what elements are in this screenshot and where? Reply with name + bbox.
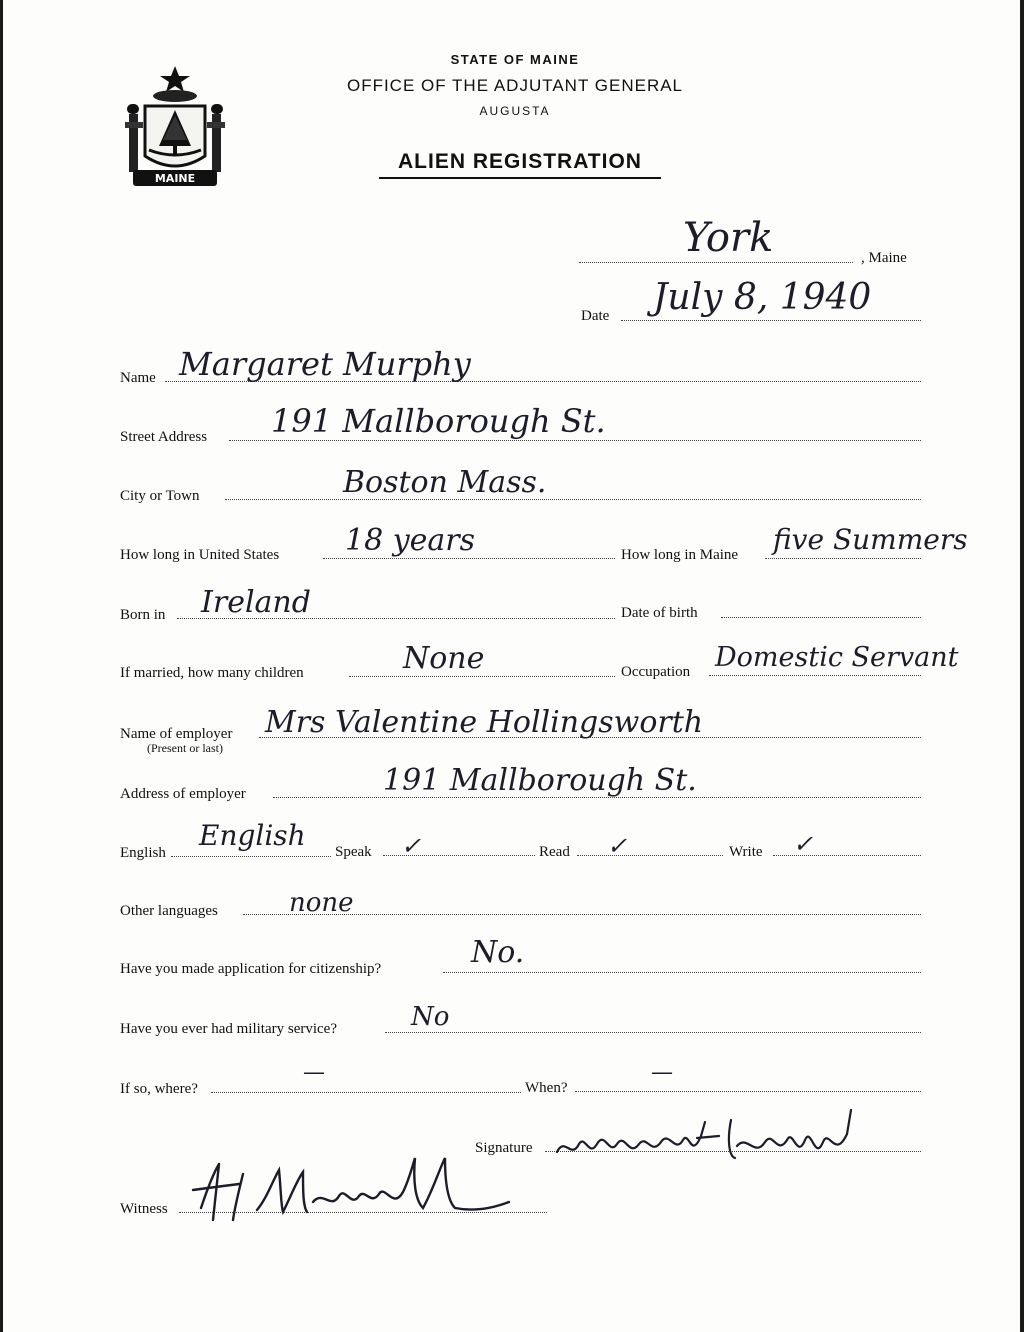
write-label: Write <box>729 844 763 860</box>
office-heading: OFFICE OF THE ADJUTANT GENERAL <box>346 76 684 95</box>
citizenship-field-line <box>443 972 921 973</box>
street-address-value[interactable]: 191 Mallborough St. <box>271 402 606 440</box>
children-field-line <box>349 676 615 677</box>
how-long-us-value[interactable]: 18 years <box>345 523 476 558</box>
other-languages-value[interactable]: none <box>289 888 354 918</box>
where-field-line <box>211 1092 521 1093</box>
when-value[interactable]: — <box>651 1060 673 1085</box>
where-value[interactable]: — <box>303 1060 325 1085</box>
date-field-line <box>621 320 921 321</box>
date-of-birth-field-line <box>721 617 921 618</box>
title-underline <box>379 177 661 179</box>
place-label: , Maine <box>861 250 907 266</box>
city-or-town-label: City or Town <box>120 488 200 504</box>
occupation-field-line <box>709 675 921 676</box>
when-field-line <box>575 1091 921 1092</box>
english-field-line <box>171 856 331 857</box>
witness-label: Witness <box>120 1201 168 1217</box>
date-of-birth-label: Date of birth <box>621 605 698 621</box>
other-languages-label: Other languages <box>120 903 218 919</box>
born-in-label: Born in <box>120 607 166 623</box>
read-label: Read <box>539 844 570 860</box>
place-field-line <box>579 262 853 263</box>
state-heading: STATE OF MAINE <box>450 52 580 67</box>
where-label: If so, where? <box>120 1081 198 1097</box>
occupation-value[interactable]: Domestic Servant <box>715 642 959 673</box>
form-title: ALIEN REGISTRATION <box>398 150 642 173</box>
signature-image <box>551 1100 863 1180</box>
how-long-us-label: How long in United States <box>120 547 280 563</box>
speak-value[interactable]: ✓ <box>401 832 422 860</box>
how-long-us-field-line <box>323 558 615 559</box>
citizenship-label: Have you made application for citizenship? <box>120 961 382 977</box>
date-value[interactable]: July 8, 1940 <box>653 277 872 318</box>
read-value[interactable]: ✓ <box>607 832 628 860</box>
name-value[interactable]: Margaret Murphy <box>179 345 471 383</box>
signature-label: Signature <box>475 1140 533 1156</box>
military-value[interactable]: No <box>411 1002 450 1032</box>
city-or-town-value[interactable]: Boston Mass. <box>343 465 547 500</box>
date-label: Date <box>581 308 610 324</box>
employer-address-label: Address of employer <box>120 786 246 802</box>
when-label: When? <box>525 1080 568 1096</box>
speak-label: Speak <box>335 844 372 860</box>
military-field-line <box>385 1032 921 1033</box>
citizenship-value[interactable]: No. <box>471 935 525 970</box>
name-label: Name <box>120 370 156 386</box>
occupation-label: Occupation <box>621 664 691 680</box>
how-long-maine-field-line <box>765 558 921 559</box>
city-heading: AUGUSTA <box>479 104 551 118</box>
children-value[interactable]: None <box>403 641 485 676</box>
street-address-label: Street Address <box>120 429 208 445</box>
military-label: Have you ever had military service? <box>120 1021 337 1037</box>
english-label: English <box>120 845 166 861</box>
born-in-value[interactable]: Ireland <box>201 585 311 620</box>
witness-signature-image <box>183 1150 523 1230</box>
employer-address-value[interactable]: 191 Mallborough St. <box>383 763 697 798</box>
employer-name-sublabel: (Present or last) <box>147 741 223 755</box>
how-long-maine-label: How long in Maine <box>621 547 739 563</box>
place-value[interactable]: York <box>683 215 774 261</box>
svg-text:MAINE: MAINE <box>154 172 196 185</box>
write-value[interactable]: ✓ <box>793 830 814 858</box>
employer-name-label: Name of employer <box>120 726 233 742</box>
children-label: If married, how many children <box>120 665 304 681</box>
employer-name-value[interactable]: Mrs Valentine Hollingsworth <box>265 705 704 740</box>
read-field-line <box>577 855 723 856</box>
street-address-field-line <box>229 440 921 441</box>
english-value[interactable]: English <box>199 819 306 852</box>
city-or-town-field-line <box>225 499 921 500</box>
how-long-maine-value[interactable]: five Summers <box>773 523 968 556</box>
